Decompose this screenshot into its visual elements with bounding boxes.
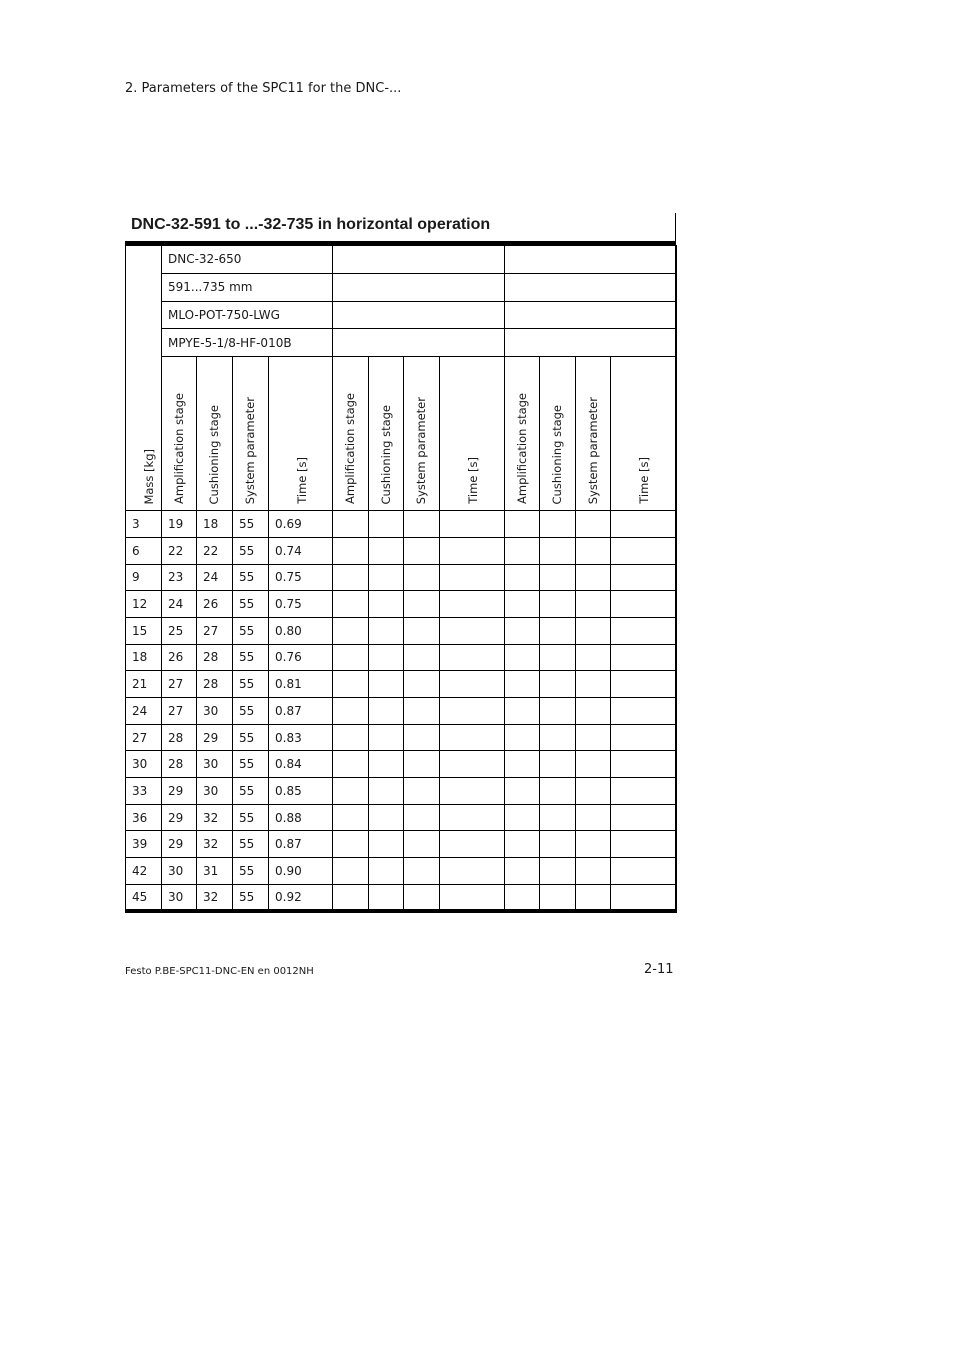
cell-time: 0.80 bbox=[269, 617, 333, 644]
cell-time: 0.88 bbox=[269, 804, 333, 831]
table-row bbox=[126, 698, 677, 725]
cell-empty bbox=[404, 511, 440, 538]
cell-mass: 12 bbox=[126, 591, 162, 618]
cell-empty bbox=[576, 671, 611, 698]
cell-cush: 29 bbox=[197, 724, 233, 751]
cell-empty bbox=[333, 511, 369, 538]
cell-empty bbox=[540, 858, 576, 885]
cell-empty bbox=[611, 751, 677, 778]
cell-empty bbox=[333, 804, 369, 831]
cell-sys: 55 bbox=[233, 804, 269, 831]
cell-time: 0.84 bbox=[269, 751, 333, 778]
table-row bbox=[126, 884, 677, 911]
cell-time: 0.85 bbox=[269, 778, 333, 805]
table-row bbox=[126, 564, 677, 591]
cell-empty bbox=[404, 804, 440, 831]
cell-empty bbox=[540, 537, 576, 564]
cell-empty bbox=[404, 858, 440, 885]
header-amplification bbox=[162, 357, 197, 511]
cell-empty bbox=[611, 591, 677, 618]
cell-amp: 23 bbox=[162, 564, 197, 591]
cell-empty bbox=[611, 858, 677, 885]
header-cushioning bbox=[369, 357, 404, 511]
parameter-table-box bbox=[125, 213, 676, 913]
cell-empty bbox=[505, 591, 540, 618]
cell-empty bbox=[369, 751, 404, 778]
cell-empty bbox=[333, 564, 369, 591]
cell-mass: 27 bbox=[126, 724, 162, 751]
cell-empty bbox=[369, 511, 404, 538]
cell-empty bbox=[440, 778, 505, 805]
cell-sys: 55 bbox=[233, 671, 269, 698]
header-cushioning bbox=[540, 357, 576, 511]
cell-empty bbox=[540, 671, 576, 698]
cell-empty bbox=[404, 617, 440, 644]
cell-empty bbox=[333, 858, 369, 885]
cell-empty bbox=[333, 617, 369, 644]
cell-empty bbox=[333, 591, 369, 618]
cell-empty bbox=[576, 778, 611, 805]
cell-amp: 27 bbox=[162, 698, 197, 725]
cell-empty bbox=[611, 671, 677, 698]
cell-empty bbox=[540, 804, 576, 831]
cell-empty bbox=[611, 778, 677, 805]
header-system bbox=[576, 357, 611, 511]
header-cushioning-label: Cushioning stage bbox=[379, 404, 393, 505]
cell-amp: 28 bbox=[162, 724, 197, 751]
page-number: 2-11 bbox=[644, 962, 674, 977]
cell-empty bbox=[611, 564, 677, 591]
cell-mass: 45 bbox=[126, 884, 162, 911]
info-cell: MLO-POT-750-LWG bbox=[162, 301, 333, 329]
cell-empty bbox=[404, 884, 440, 911]
cell-empty bbox=[540, 564, 576, 591]
header-time bbox=[269, 357, 333, 511]
cell-empty bbox=[440, 804, 505, 831]
cell-empty bbox=[540, 724, 576, 751]
cell-empty bbox=[333, 884, 369, 911]
cell-empty bbox=[576, 884, 611, 911]
cell-empty bbox=[505, 511, 540, 538]
cell-sys: 55 bbox=[233, 537, 269, 564]
cell-empty bbox=[611, 884, 677, 911]
cell-cush: 26 bbox=[197, 591, 233, 618]
cell-empty bbox=[369, 884, 404, 911]
cell-mass: 9 bbox=[126, 564, 162, 591]
parameter-table bbox=[125, 245, 677, 913]
table-row bbox=[126, 778, 677, 805]
cell-empty bbox=[404, 778, 440, 805]
cell-empty bbox=[404, 751, 440, 778]
info-row bbox=[126, 273, 677, 301]
cell-empty bbox=[540, 778, 576, 805]
cell-empty bbox=[440, 644, 505, 671]
table-row bbox=[126, 644, 677, 671]
info-cell-empty bbox=[505, 273, 677, 301]
cell-cush: 27 bbox=[197, 617, 233, 644]
cell-empty bbox=[505, 671, 540, 698]
cell-empty bbox=[333, 537, 369, 564]
cell-cush: 32 bbox=[197, 831, 233, 858]
cell-empty bbox=[540, 591, 576, 618]
cell-time: 0.87 bbox=[269, 698, 333, 725]
cell-empty bbox=[576, 644, 611, 671]
cell-mass: 30 bbox=[126, 751, 162, 778]
header-cushioning bbox=[197, 357, 233, 511]
header-time bbox=[611, 357, 677, 511]
cell-empty bbox=[404, 537, 440, 564]
cell-empty bbox=[440, 671, 505, 698]
cell-mass: 33 bbox=[126, 778, 162, 805]
cell-empty bbox=[576, 751, 611, 778]
cell-empty bbox=[611, 831, 677, 858]
cell-sys: 55 bbox=[233, 564, 269, 591]
footer-doc-id: Festo P.BE-SPC11-DNC-EN en 0012NH bbox=[125, 966, 314, 977]
cell-time: 0.75 bbox=[269, 564, 333, 591]
cell-empty bbox=[404, 644, 440, 671]
cell-empty bbox=[540, 644, 576, 671]
info-cell-empty bbox=[505, 329, 677, 357]
info-cell: DNC-32-650 bbox=[162, 246, 333, 274]
cell-empty bbox=[611, 698, 677, 725]
cell-empty bbox=[404, 671, 440, 698]
cell-empty bbox=[540, 751, 576, 778]
cell-empty bbox=[404, 698, 440, 725]
mass-header-cell bbox=[126, 246, 162, 511]
info-cell-empty bbox=[333, 273, 505, 301]
cell-sys: 55 bbox=[233, 751, 269, 778]
cell-sys: 55 bbox=[233, 644, 269, 671]
cell-time: 0.69 bbox=[269, 511, 333, 538]
cell-time: 0.75 bbox=[269, 591, 333, 618]
cell-empty bbox=[505, 724, 540, 751]
cell-empty bbox=[440, 698, 505, 725]
cell-empty bbox=[576, 537, 611, 564]
cell-amp: 26 bbox=[162, 644, 197, 671]
cell-sys: 55 bbox=[233, 617, 269, 644]
cell-cush: 18 bbox=[197, 511, 233, 538]
cell-empty bbox=[440, 831, 505, 858]
header-amplification-label: Amplification stage bbox=[343, 393, 357, 505]
cell-cush: 28 bbox=[197, 644, 233, 671]
header-amplification-label: Amplification stage bbox=[515, 393, 529, 505]
cell-empty bbox=[505, 831, 540, 858]
cell-empty bbox=[505, 751, 540, 778]
cell-empty bbox=[369, 591, 404, 618]
cell-empty bbox=[440, 537, 505, 564]
cell-empty bbox=[440, 724, 505, 751]
table-row bbox=[126, 724, 677, 751]
cell-empty bbox=[404, 564, 440, 591]
cell-sys: 55 bbox=[233, 858, 269, 885]
cell-mass: 21 bbox=[126, 671, 162, 698]
info-cell-empty bbox=[333, 329, 505, 357]
cell-sys: 55 bbox=[233, 698, 269, 725]
cell-empty bbox=[540, 698, 576, 725]
cell-empty bbox=[576, 511, 611, 538]
header-amplification bbox=[333, 357, 369, 511]
cell-empty bbox=[576, 617, 611, 644]
header-system bbox=[404, 357, 440, 511]
cell-empty bbox=[505, 698, 540, 725]
running-header: 2. Parameters of the SPC11 for the DNC-... bbox=[125, 81, 402, 96]
cell-amp: 30 bbox=[162, 884, 197, 911]
cell-time: 0.76 bbox=[269, 644, 333, 671]
cell-empty bbox=[505, 644, 540, 671]
cell-empty bbox=[576, 724, 611, 751]
cell-time: 0.83 bbox=[269, 724, 333, 751]
cell-mass: 3 bbox=[126, 511, 162, 538]
cell-empty bbox=[576, 804, 611, 831]
cell-amp: 22 bbox=[162, 537, 197, 564]
cell-empty bbox=[369, 724, 404, 751]
cell-amp: 30 bbox=[162, 858, 197, 885]
cell-empty bbox=[505, 617, 540, 644]
cell-empty bbox=[404, 724, 440, 751]
cell-empty bbox=[369, 698, 404, 725]
cell-empty bbox=[333, 724, 369, 751]
table-row bbox=[126, 751, 677, 778]
cell-empty bbox=[576, 591, 611, 618]
cell-amp: 27 bbox=[162, 671, 197, 698]
cell-empty bbox=[505, 564, 540, 591]
cell-empty bbox=[440, 617, 505, 644]
cell-empty bbox=[369, 831, 404, 858]
cell-mass: 18 bbox=[126, 644, 162, 671]
cell-amp: 28 bbox=[162, 751, 197, 778]
info-cell-empty bbox=[333, 246, 505, 274]
cell-amp: 29 bbox=[162, 778, 197, 805]
cell-mass: 6 bbox=[126, 537, 162, 564]
cell-empty bbox=[404, 591, 440, 618]
header-system-label: System parameter bbox=[243, 396, 257, 505]
header-cushioning-label: Cushioning stage bbox=[207, 404, 221, 505]
info-cell-empty bbox=[505, 246, 677, 274]
cell-empty bbox=[440, 511, 505, 538]
cell-cush: 24 bbox=[197, 564, 233, 591]
header-cushioning-label: Cushioning stage bbox=[550, 404, 564, 505]
table-row bbox=[126, 804, 677, 831]
cell-cush: 32 bbox=[197, 804, 233, 831]
cell-empty bbox=[369, 617, 404, 644]
cell-empty bbox=[333, 698, 369, 725]
cell-empty bbox=[611, 644, 677, 671]
cell-cush: 30 bbox=[197, 698, 233, 725]
cell-cush: 32 bbox=[197, 884, 233, 911]
cell-time: 0.92 bbox=[269, 884, 333, 911]
cell-time: 0.81 bbox=[269, 671, 333, 698]
cell-empty bbox=[369, 537, 404, 564]
cell-empty bbox=[505, 858, 540, 885]
info-cell-empty bbox=[505, 301, 677, 329]
cell-empty bbox=[505, 804, 540, 831]
cell-empty bbox=[611, 537, 677, 564]
table-row bbox=[126, 617, 677, 644]
header-amplification bbox=[505, 357, 540, 511]
cell-empty bbox=[576, 698, 611, 725]
cell-empty bbox=[369, 671, 404, 698]
cell-cush: 31 bbox=[197, 858, 233, 885]
header-system-label: System parameter bbox=[586, 396, 600, 505]
cell-empty bbox=[369, 644, 404, 671]
header-amplification-label: Amplification stage bbox=[172, 393, 186, 505]
cell-amp: 25 bbox=[162, 617, 197, 644]
table-title: DNC-32-591 to ...-32-735 in horizontal operation bbox=[125, 213, 675, 245]
table-row bbox=[126, 858, 677, 885]
cell-empty bbox=[333, 778, 369, 805]
cell-empty bbox=[611, 511, 677, 538]
cell-empty bbox=[611, 804, 677, 831]
info-cell: MPYE-5-1/8-HF-010B bbox=[162, 329, 333, 357]
cell-empty bbox=[404, 831, 440, 858]
cell-empty bbox=[440, 858, 505, 885]
header-system bbox=[233, 357, 269, 511]
header-system-label: System parameter bbox=[414, 396, 428, 505]
info-row bbox=[126, 329, 677, 357]
cell-empty bbox=[576, 858, 611, 885]
cell-amp: 29 bbox=[162, 804, 197, 831]
cell-empty bbox=[611, 617, 677, 644]
cell-mass: 42 bbox=[126, 858, 162, 885]
cell-amp: 29 bbox=[162, 831, 197, 858]
cell-mass: 15 bbox=[126, 617, 162, 644]
info-cell: 591...735 mm bbox=[162, 273, 333, 301]
cell-empty bbox=[369, 778, 404, 805]
header-time bbox=[440, 357, 505, 511]
header-time-label: Time [s] bbox=[637, 457, 651, 505]
cell-empty bbox=[576, 831, 611, 858]
cell-empty bbox=[369, 804, 404, 831]
header-time-label: Time [s] bbox=[466, 457, 480, 505]
info-cell-empty bbox=[333, 301, 505, 329]
cell-cush: 30 bbox=[197, 751, 233, 778]
info-row bbox=[126, 246, 677, 274]
cell-amp: 24 bbox=[162, 591, 197, 618]
cell-empty bbox=[540, 511, 576, 538]
cell-mass: 24 bbox=[126, 698, 162, 725]
cell-sys: 55 bbox=[233, 831, 269, 858]
table-row bbox=[126, 537, 677, 564]
cell-empty bbox=[611, 724, 677, 751]
cell-sys: 55 bbox=[233, 591, 269, 618]
cell-amp: 19 bbox=[162, 511, 197, 538]
table-row bbox=[126, 671, 677, 698]
cell-empty bbox=[369, 564, 404, 591]
cell-empty bbox=[440, 591, 505, 618]
table-row bbox=[126, 831, 677, 858]
cell-time: 0.74 bbox=[269, 537, 333, 564]
cell-sys: 55 bbox=[233, 724, 269, 751]
cell-empty bbox=[333, 671, 369, 698]
cell-empty bbox=[540, 831, 576, 858]
info-row bbox=[126, 301, 677, 329]
cell-empty bbox=[440, 884, 505, 911]
table-row bbox=[126, 591, 677, 618]
cell-empty bbox=[576, 564, 611, 591]
cell-time: 0.87 bbox=[269, 831, 333, 858]
cell-empty bbox=[440, 751, 505, 778]
column-header-row bbox=[126, 357, 677, 511]
cell-cush: 30 bbox=[197, 778, 233, 805]
cell-empty bbox=[333, 644, 369, 671]
cell-empty bbox=[505, 884, 540, 911]
cell-empty bbox=[540, 617, 576, 644]
cell-empty bbox=[505, 537, 540, 564]
cell-sys: 55 bbox=[233, 778, 269, 805]
mass-header: Mass [kg] bbox=[142, 448, 156, 505]
header-time-label: Time [s] bbox=[295, 457, 309, 505]
cell-sys: 55 bbox=[233, 884, 269, 911]
cell-mass: 36 bbox=[126, 804, 162, 831]
cell-empty bbox=[440, 564, 505, 591]
cell-empty bbox=[333, 831, 369, 858]
cell-cush: 22 bbox=[197, 537, 233, 564]
cell-cush: 28 bbox=[197, 671, 233, 698]
cell-mass: 39 bbox=[126, 831, 162, 858]
table-row bbox=[126, 511, 677, 538]
cell-time: 0.90 bbox=[269, 858, 333, 885]
cell-empty bbox=[333, 751, 369, 778]
cell-empty bbox=[540, 884, 576, 911]
cell-empty bbox=[369, 858, 404, 885]
cell-sys: 55 bbox=[233, 511, 269, 538]
cell-empty bbox=[505, 778, 540, 805]
